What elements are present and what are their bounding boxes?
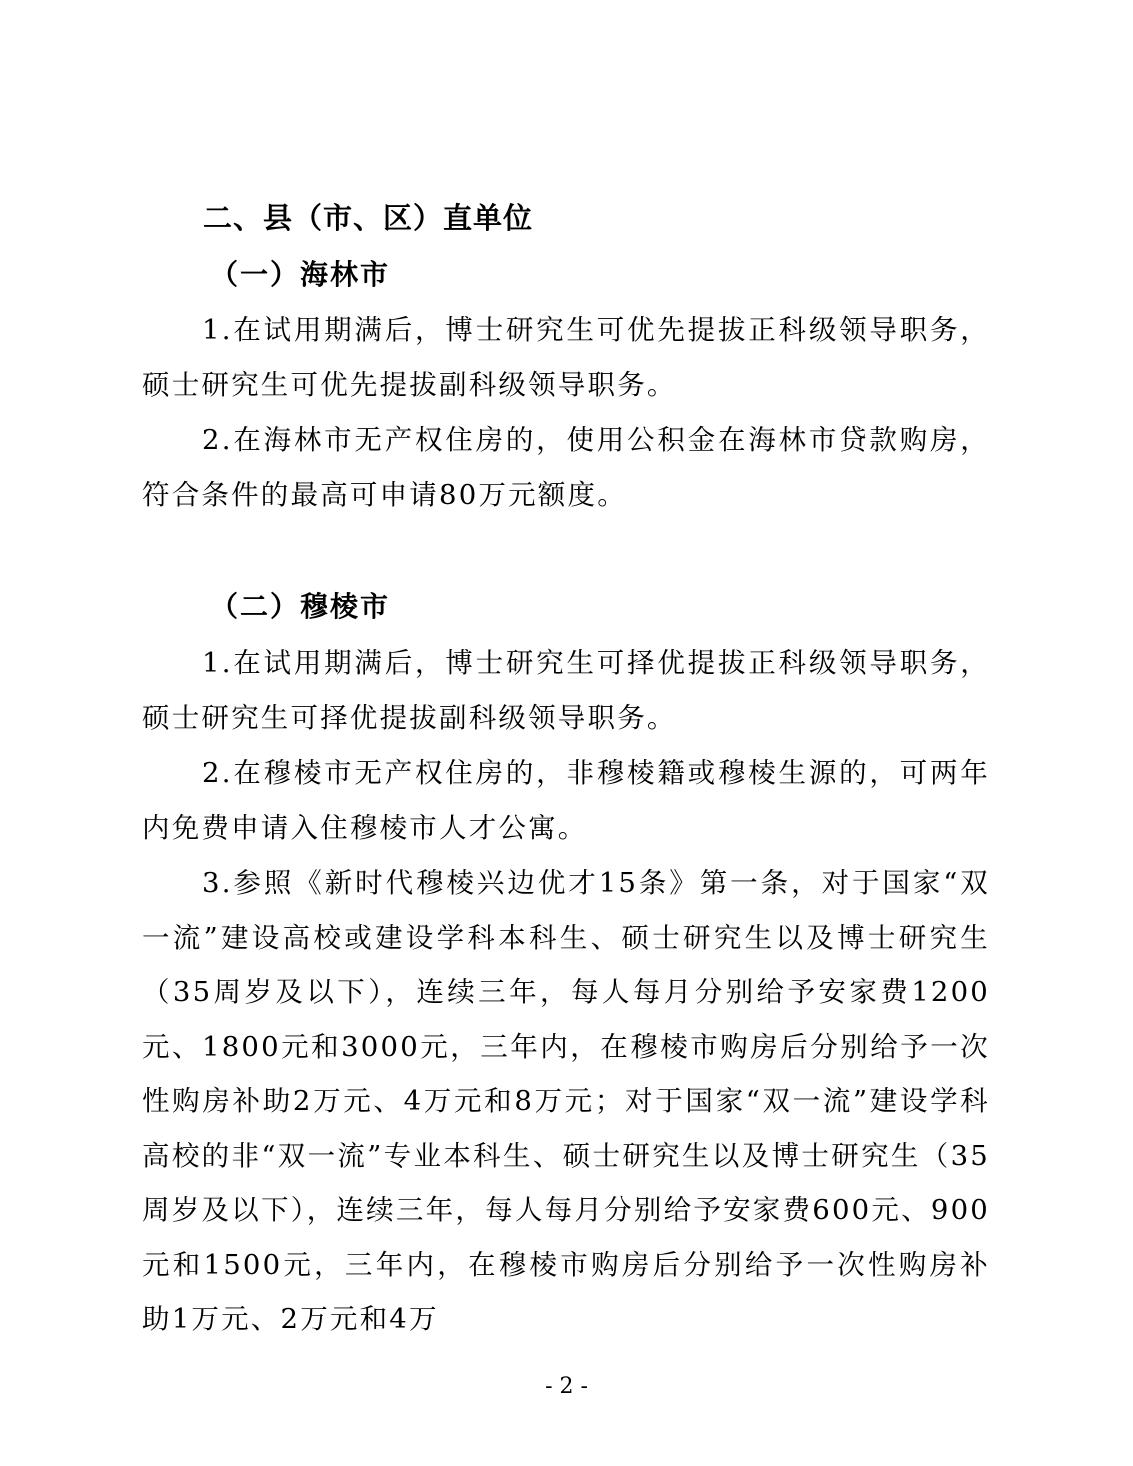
subsection-title-hailin: （一）海林市 [210, 258, 391, 291]
paragraph-hailin-1: 1.在试用期满后，博士研究生可优先提拔正科级领导职务，硕士研究生可优先提拔副科级领导职务。 [142, 314, 990, 401]
paragraph-muling-3: 3.参照《新时代穆棱兴边优才15条》第一条，对于国家“双一流”建设高校或建设学科本科生、硕士研究生以及博士研究生（35周岁及以下），连续三年，每人每月分别给予安家费1200元、1800元和3000元，三年内，在穆棱市购房后分别给予一次性购房补助2万元、4万元和8万元；对于国家“双一流”建设学科高校的非“双一流”专业本科生、硕士研究生以及博士研究生（35周岁及以下），连续三年，每人每月分别给予安家费600元、900元和1500元，三年内，在穆棱市购房后分别给予一次性购房补助1万元、2万元和4万 [142, 867, 990, 1335]
section-heading: 二、县（市、区）直单位 [203, 201, 534, 235]
page-number: - 2 - [545, 1374, 588, 1399]
paragraph-muling-2: 2.在穆棱市无产权住房的，非穆棱籍或穆棱生源的，可两年内免费申请入住穆棱市人才公寓。 [142, 757, 990, 844]
paragraph-muling-1: 1.在试用期满后，博士研究生可择优提拔正科级领导职务，硕士研究生可择优提拔副科级领导职务。 [142, 647, 990, 734]
subsection-title-muling: （二）穆棱市 [210, 590, 391, 623]
paragraph-hailin-2: 2.在海林市无产权住房的，使用公积金在海林市贷款购房，符合条件的最高可申请80万元额度。 [142, 424, 990, 511]
